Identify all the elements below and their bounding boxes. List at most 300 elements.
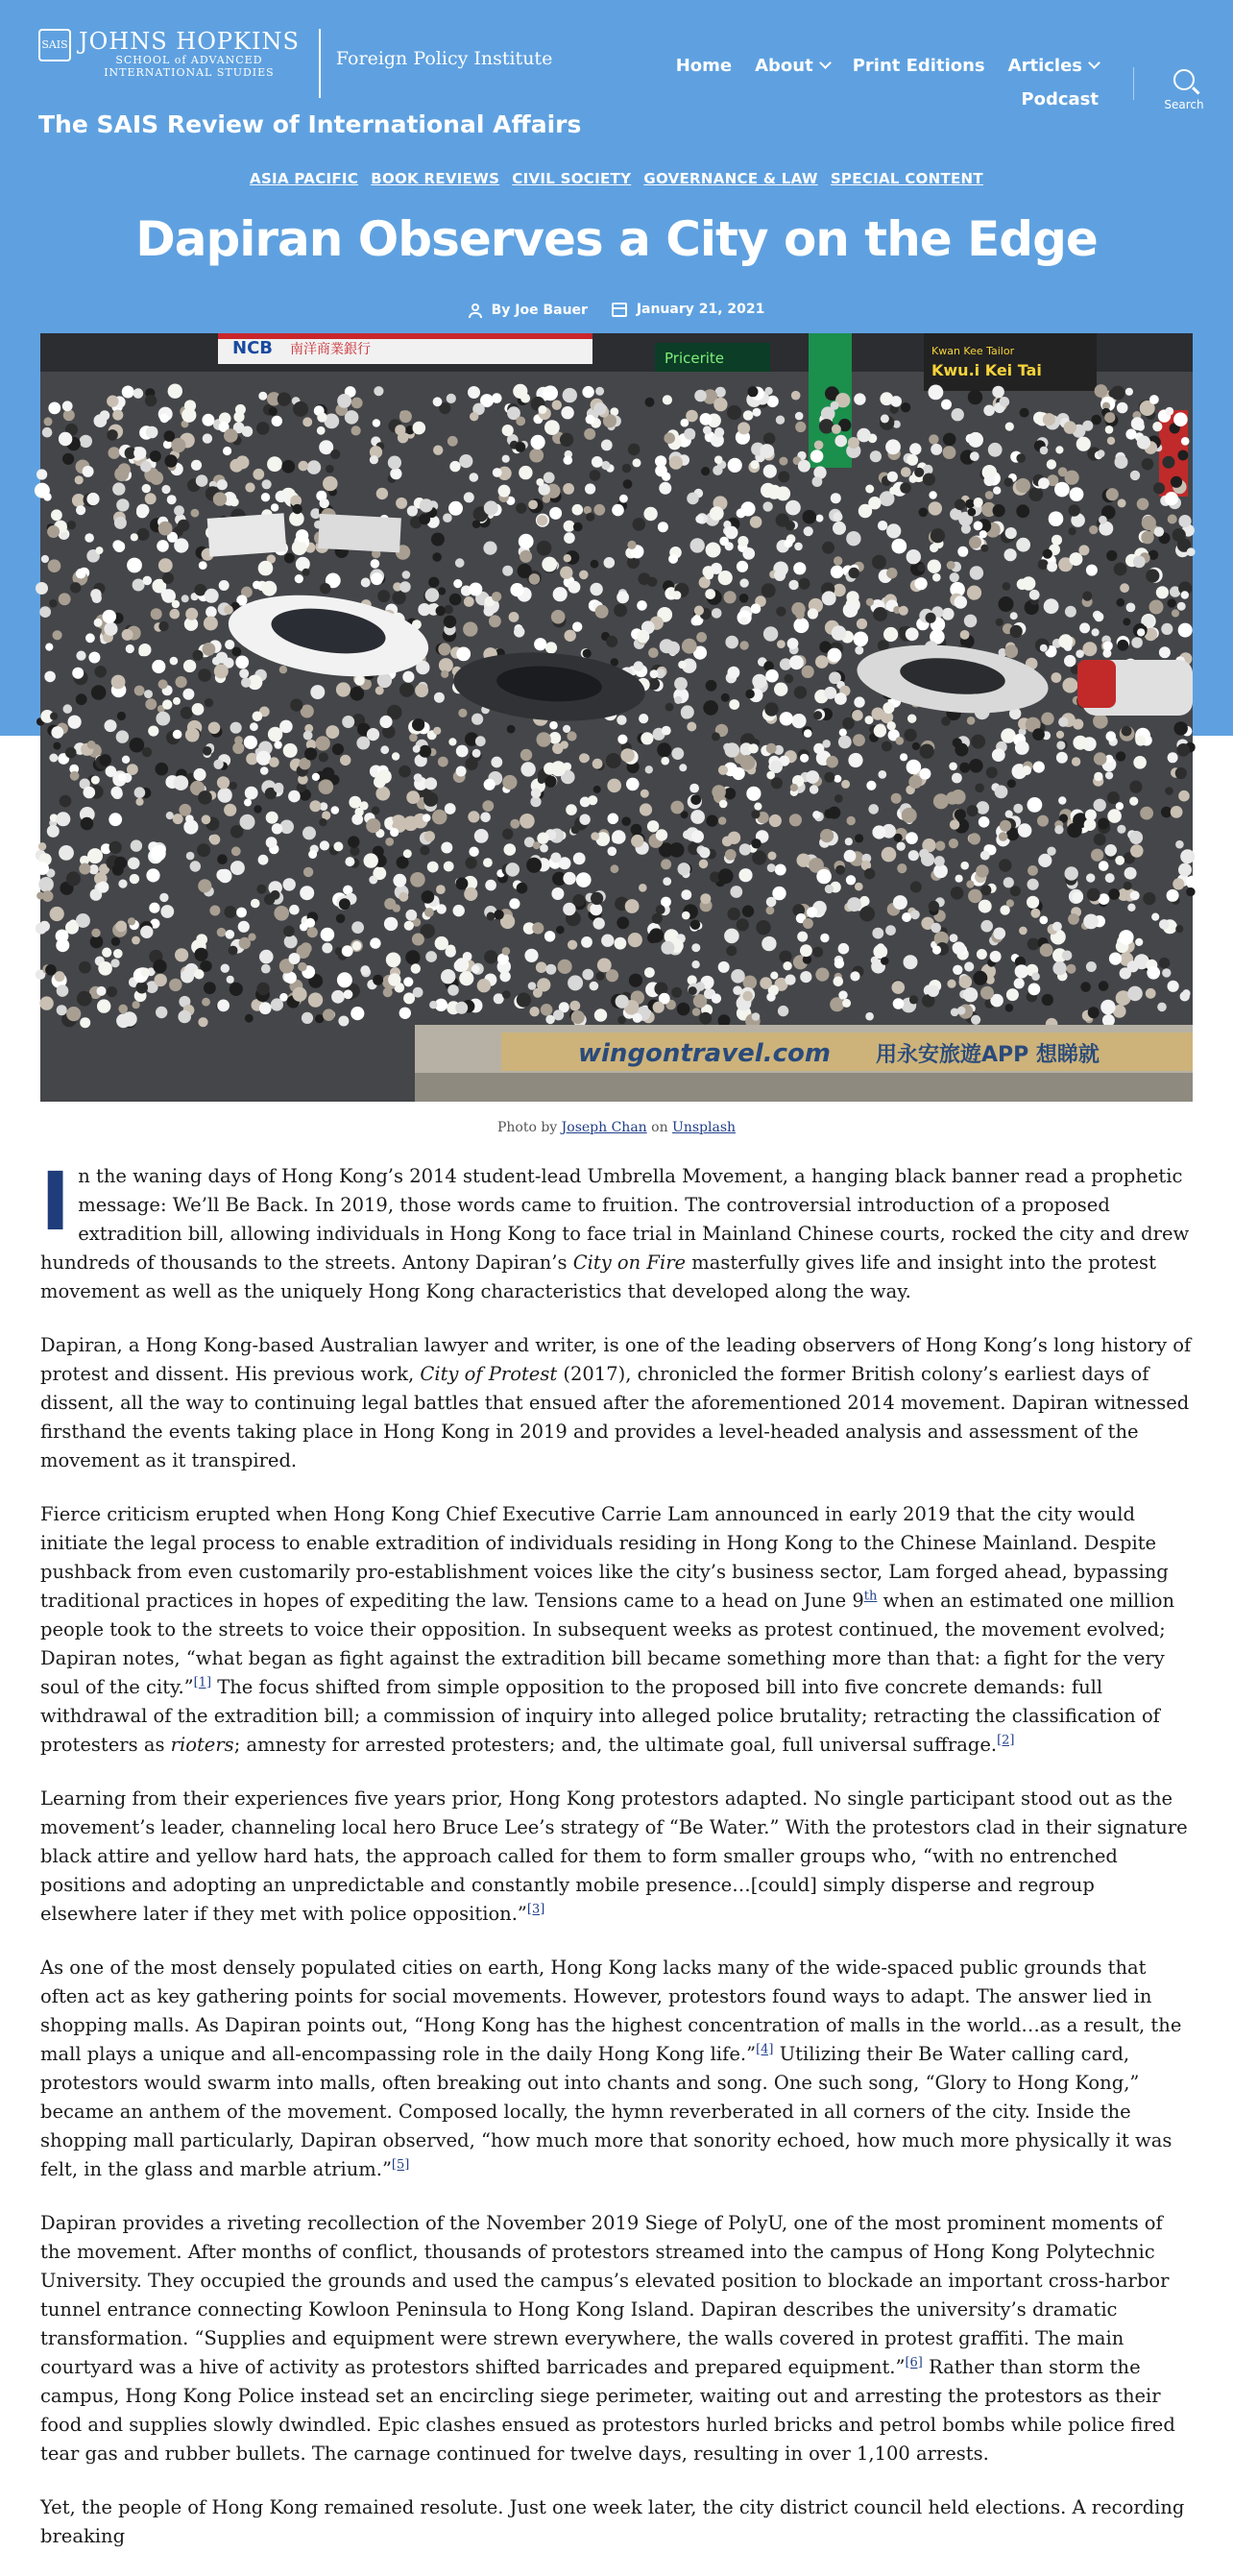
crowd-person — [957, 1007, 966, 1015]
crowd-person — [468, 811, 479, 822]
crowd-person — [111, 937, 120, 946]
crowd-person — [854, 632, 869, 647]
crowd-person — [1064, 421, 1076, 433]
crowd-person — [134, 686, 145, 696]
crowd-person — [934, 856, 945, 866]
crowd-person — [1168, 598, 1176, 607]
crowd-person — [784, 539, 792, 547]
crowd-person — [1135, 938, 1143, 946]
crowd-person — [694, 606, 704, 616]
site-title[interactable]: The SAIS Review of International Affairs — [38, 110, 582, 138]
crowd-person — [262, 479, 272, 489]
crowd-person — [517, 883, 528, 894]
footnote-link[interactable]: [2] — [997, 1733, 1015, 1748]
crowd-person — [645, 766, 653, 773]
crowd-person — [269, 757, 279, 767]
crowd-person — [616, 716, 626, 725]
crowd-person — [847, 897, 861, 911]
crowd-person — [392, 752, 399, 760]
crowd-person — [66, 1007, 81, 1021]
crowd-person — [724, 591, 737, 603]
crowd-person — [208, 722, 221, 735]
crowd-person — [433, 446, 443, 455]
category-link[interactable]: GOVERNANCE & LAW — [643, 170, 818, 187]
crowd-person — [144, 690, 153, 698]
crowd-person — [932, 945, 941, 954]
crowd-person — [947, 561, 955, 570]
footnote-link[interactable]: [3] — [526, 1902, 545, 1917]
crowd-person — [423, 792, 438, 807]
crowd-person — [212, 657, 221, 666]
crowd-person — [1056, 752, 1068, 764]
crowd-person — [510, 583, 523, 596]
crowd-person — [315, 1014, 324, 1023]
crowd-person — [725, 849, 737, 861]
crowd-person — [352, 941, 362, 951]
crowd-person — [197, 843, 210, 857]
jhu-wordmark — [79, 29, 300, 79]
crowd-person — [444, 616, 456, 628]
crowd-person — [36, 582, 48, 595]
search-label: Search — [1164, 98, 1204, 111]
jhu-sub-line-2: INTERNATIONAL STUDIES — [104, 66, 275, 79]
crowd-person — [370, 937, 380, 948]
crowd-person — [657, 742, 671, 757]
crowd-person — [725, 526, 738, 540]
crowd-person — [1030, 909, 1040, 918]
footnote-link[interactable]: [1] — [193, 1675, 212, 1690]
crowd-person — [857, 428, 871, 443]
caption-on: on — [651, 1120, 668, 1135]
crowd-person — [882, 741, 892, 752]
crowd-person — [593, 786, 601, 793]
crowd-person — [235, 656, 249, 669]
crowd-person — [893, 998, 905, 1009]
crowd-person — [1091, 849, 1103, 862]
crowd-person — [164, 430, 176, 442]
category-link[interactable]: ASIA PACIFIC — [250, 170, 359, 187]
crowd-person — [739, 843, 751, 855]
footnote-link[interactable]: [5] — [391, 2157, 410, 2173]
crowd-person — [1007, 779, 1016, 788]
crowd-person — [996, 619, 1003, 626]
crowd-person — [459, 454, 472, 468]
crowd-person — [459, 971, 473, 985]
crowd-person — [592, 456, 603, 468]
crowd-person — [45, 644, 53, 651]
crowd-person — [1069, 527, 1076, 535]
crowd-person — [349, 796, 361, 809]
crowd-person — [749, 743, 759, 753]
crowd-person — [963, 987, 978, 1002]
crowd-person — [198, 668, 211, 682]
crowd-person — [951, 790, 965, 804]
crowd-person — [386, 953, 401, 968]
crowd-person — [1020, 408, 1029, 418]
paragraph-6 — [40, 2209, 1193, 2468]
crowd-person — [750, 460, 759, 469]
crowd-person — [509, 612, 520, 622]
crowd-person — [714, 455, 723, 464]
crowd-person — [766, 992, 775, 1001]
crowd-person — [928, 560, 941, 573]
crowd-person — [828, 648, 842, 663]
crowd-person — [1027, 896, 1039, 909]
crowd-person — [230, 861, 245, 875]
crowd-person — [678, 661, 687, 669]
crowd-person — [1044, 598, 1059, 614]
crowd-person — [766, 743, 777, 754]
chevron-down-icon — [819, 57, 832, 69]
crowd-person — [700, 413, 713, 425]
crowd-person — [681, 889, 691, 900]
crowd-person — [774, 683, 787, 696]
crowd-person — [622, 464, 632, 474]
crowd-person — [815, 655, 829, 668]
crowd-person — [718, 766, 728, 775]
crowd-person — [166, 812, 174, 819]
crowd-person — [323, 1009, 335, 1021]
crowd-person — [449, 594, 462, 606]
crowd-person — [662, 726, 671, 736]
crowd-person — [1003, 582, 1011, 591]
crowd-person — [534, 638, 546, 650]
crowd-person — [1109, 953, 1122, 965]
crowd-person — [1181, 591, 1189, 598]
crowd-person — [1175, 925, 1183, 933]
crowd-person — [379, 716, 392, 728]
crowd-person — [288, 790, 301, 803]
crowd-person — [1054, 825, 1063, 834]
crowd-person — [907, 760, 922, 775]
crowd-person — [60, 795, 72, 808]
crowd-person — [217, 776, 230, 789]
jhu-logo[interactable] — [38, 29, 552, 98]
photographer-link[interactable]: Joseph Chan — [561, 1120, 647, 1135]
crowd-person — [865, 1012, 874, 1021]
crowd-person — [338, 1016, 349, 1027]
crowd-person — [396, 498, 407, 509]
crowd-person — [356, 737, 370, 750]
crowd-person — [730, 886, 742, 898]
crowd-person — [337, 972, 352, 987]
site-header — [0, 0, 1233, 154]
crowd-person — [742, 906, 754, 917]
crowd-person — [414, 773, 423, 782]
crowd-person — [1037, 815, 1049, 827]
crowd-person — [395, 425, 405, 435]
crowd-person — [1178, 450, 1189, 461]
search-button[interactable] — [1155, 69, 1213, 111]
crowd-person — [217, 788, 231, 802]
crowd-person — [874, 724, 886, 737]
crowd-person — [83, 466, 94, 477]
category-list — [0, 169, 1233, 187]
crowd-person — [1013, 804, 1023, 814]
crowd-person — [838, 736, 852, 749]
crowd-person — [151, 846, 166, 862]
crowd-person — [912, 742, 920, 750]
crowd-person — [1082, 592, 1092, 601]
crowd-person — [699, 860, 709, 869]
footnote-link[interactable]: [6] — [905, 2355, 923, 2370]
author-link[interactable]: By Joe Bauer — [491, 302, 588, 318]
crowd-person — [664, 432, 675, 444]
crowd-person — [159, 893, 168, 902]
nav-home[interactable]: Home — [675, 56, 733, 76]
crowd-person — [748, 386, 759, 397]
crowd-person — [354, 676, 364, 686]
crowd-person — [323, 476, 338, 492]
crowd-person — [917, 564, 925, 571]
crowd-person — [465, 857, 476, 868]
crowd-person — [537, 541, 552, 556]
crowd-person — [116, 498, 129, 511]
crowd-person — [133, 388, 144, 399]
crowd-person — [1092, 628, 1100, 636]
crowd-person — [44, 417, 53, 425]
crowd-person — [226, 930, 235, 939]
crowd-person — [619, 495, 628, 503]
crowd-person — [803, 510, 817, 524]
nav-about[interactable] — [755, 56, 830, 76]
crowd-person — [91, 929, 100, 937]
crowd-person — [122, 756, 130, 764]
crowd-person — [283, 926, 295, 937]
crowd-person — [800, 754, 809, 763]
bank-sign-chinese: 南洋商業銀行 — [290, 342, 371, 357]
crowd-person — [342, 716, 354, 728]
crowd-person — [77, 991, 92, 1007]
crowd-person — [1055, 446, 1063, 453]
crowd-person — [1043, 413, 1055, 425]
crowd-person — [57, 1005, 67, 1015]
crowd-person — [1089, 525, 1098, 534]
crowd-person — [1032, 728, 1045, 741]
crowd-person — [639, 714, 648, 723]
crowd-person — [579, 814, 590, 825]
crowd-person — [406, 790, 420, 804]
nav-podcast[interactable]: Podcast — [1021, 89, 1099, 109]
crowd-person — [566, 804, 577, 815]
crowd-person — [719, 800, 728, 809]
crowd-person — [360, 965, 370, 975]
crowd-person — [59, 432, 72, 446]
crowd-person — [914, 468, 924, 477]
crowd-person — [225, 640, 234, 649]
crowd-person — [971, 1015, 980, 1025]
source-link[interactable]: Unsplash — [672, 1120, 737, 1135]
crowd-person — [1086, 961, 1097, 972]
crowd-person — [281, 460, 295, 474]
crowd-person — [790, 784, 798, 791]
crowd-person — [564, 455, 573, 465]
crowd-person — [1072, 757, 1080, 766]
crowd-person — [1005, 1004, 1014, 1012]
crowd-person — [838, 990, 847, 999]
crowd-person — [107, 986, 117, 997]
crowd-person — [531, 789, 542, 799]
crowd-person — [202, 814, 211, 824]
crowd-person — [1165, 492, 1178, 505]
crowd-person — [850, 971, 859, 981]
crowd-person — [300, 886, 314, 900]
crowd-person — [250, 722, 258, 731]
crowd-person — [181, 707, 193, 719]
nav-print-editions[interactable]: Print Editions — [852, 56, 985, 76]
crowd-person — [441, 842, 452, 854]
crowd-person — [447, 945, 456, 955]
crowd-person — [778, 1006, 788, 1016]
crowd-person — [970, 566, 983, 579]
crowd-person — [149, 903, 159, 913]
crowd-person — [794, 543, 803, 551]
crowd-person — [959, 763, 970, 773]
crowd-person — [947, 980, 955, 988]
book-title: City on Fire — [572, 1252, 687, 1274]
crowd-person — [127, 764, 138, 775]
crowd-person — [256, 422, 270, 435]
crowd-person — [794, 686, 807, 698]
crowd-person — [420, 845, 429, 855]
crowd-person — [517, 993, 531, 1008]
crowd-person — [563, 483, 574, 495]
crowd-person — [1094, 612, 1103, 621]
crowd-person — [638, 572, 650, 585]
nav-articles[interactable] — [1008, 56, 1099, 76]
crowd-person — [70, 582, 81, 593]
crowd-person — [537, 732, 551, 746]
crowd-person — [621, 816, 631, 826]
crowd-person — [392, 591, 405, 604]
crowd-person — [682, 639, 697, 654]
crowd-person — [493, 468, 502, 477]
crowd-person — [663, 395, 672, 404]
crowd-person — [931, 923, 941, 934]
crowd-person — [974, 522, 983, 531]
ordinal-link[interactable]: th — [863, 1589, 878, 1604]
crowd-person — [289, 953, 301, 964]
crowd-person — [36, 863, 49, 875]
footnote-link[interactable]: [4] — [756, 2042, 774, 2057]
crowd-person — [834, 435, 847, 448]
crowd-person — [979, 530, 987, 538]
crowd-person — [1082, 642, 1097, 656]
crowd-person — [438, 643, 450, 655]
crowd-person — [65, 747, 77, 759]
crowd-person — [592, 759, 603, 769]
crowd-person — [251, 899, 260, 909]
crowd-person — [168, 384, 182, 399]
nav-articles-label: Articles — [1007, 56, 1082, 76]
crowd-person — [678, 863, 690, 875]
crowd-person — [1102, 641, 1112, 650]
crowd-person — [627, 541, 636, 549]
crowd-person — [464, 887, 477, 901]
crowd-person — [789, 655, 804, 669]
crowd-person — [1124, 882, 1132, 890]
crowd-person — [59, 593, 71, 605]
crowd-person — [977, 801, 990, 814]
crowd-person — [114, 857, 127, 869]
crowd-person — [1017, 579, 1028, 591]
crowd-person — [929, 434, 938, 444]
crowd-person — [928, 985, 939, 997]
crowd-person — [330, 450, 340, 459]
crowd-person — [695, 982, 705, 991]
crowd-person — [502, 425, 514, 436]
category-link[interactable]: BOOK REVIEWS — [371, 170, 500, 187]
crowd-person — [1042, 994, 1053, 1006]
crowd-person — [146, 868, 159, 882]
crowd-person — [295, 574, 303, 583]
crowd-person — [191, 460, 202, 471]
crowd-person — [614, 604, 627, 618]
crowd-person — [502, 990, 511, 999]
category-link[interactable]: CIVIL SOCIETY — [512, 170, 632, 187]
crowd-person — [718, 868, 734, 884]
crowd-person — [429, 1001, 437, 1009]
crowd-person — [648, 678, 660, 690]
crowd-person — [593, 402, 606, 415]
crowd-person — [181, 595, 189, 602]
crowd-person — [1052, 961, 1066, 975]
crowd-person — [544, 931, 555, 941]
p5-text-a: As one of the most densely populated cities on earth, Hong Kong lacks many of the wide-spaced public grounds that often act as key gathering points for social movements. However, protestors found ways to adapt. The answer lied in shopping malls. As Dapiran points out, “Hong Kong has the highest concentration of malls in the world…as a result, the mall plays a unique and all-encompassing role in the daily Hong Kong life.” — [40, 1956, 1182, 2065]
crowd-person — [662, 473, 670, 481]
crowd-person — [142, 747, 152, 757]
crowd-person — [1043, 549, 1052, 559]
crowd-person — [909, 443, 921, 454]
crowd-person — [690, 810, 705, 824]
jhu-sub-line-1: SCHOOL of ADVANCED — [115, 54, 263, 66]
crowd-person — [931, 444, 942, 455]
crowd-person — [1114, 563, 1127, 576]
crowd-person — [795, 412, 804, 421]
crowd-person — [718, 961, 730, 973]
date-link[interactable]: January 21, 2021 — [636, 302, 765, 317]
crowd-person — [1100, 1000, 1115, 1014]
crowd-person — [351, 921, 364, 934]
crowd-person — [480, 813, 491, 823]
article-title: Dapiran Observes a City on the Edge — [135, 211, 1098, 267]
crowd-person — [185, 814, 194, 823]
crowd-person — [804, 729, 812, 738]
category-link[interactable]: SPECIAL CONTENT — [830, 170, 983, 187]
crowd-person — [576, 872, 592, 887]
crowd-person — [949, 763, 957, 771]
crowd-person — [302, 826, 316, 839]
person-icon — [469, 304, 482, 317]
crowd-person — [582, 386, 593, 398]
crowd-person — [973, 971, 987, 985]
crowd-person — [104, 622, 117, 636]
crowd-person — [631, 835, 643, 847]
crowd-person — [502, 947, 511, 956]
crowd-person — [367, 728, 379, 741]
crowd-person — [900, 482, 911, 494]
crowd-person — [140, 461, 152, 473]
crowd-person — [752, 1012, 761, 1021]
crowd-person — [1052, 672, 1062, 683]
crowd-person — [887, 472, 898, 482]
crowd-person — [1058, 796, 1066, 804]
crowd-person — [826, 756, 838, 768]
bus-ad-chinese: 用永安旅遊APP 想睇就 — [876, 1043, 1100, 1067]
crowd-person — [1038, 559, 1049, 570]
crowd-person — [451, 461, 460, 470]
crowd-person — [1117, 402, 1128, 414]
